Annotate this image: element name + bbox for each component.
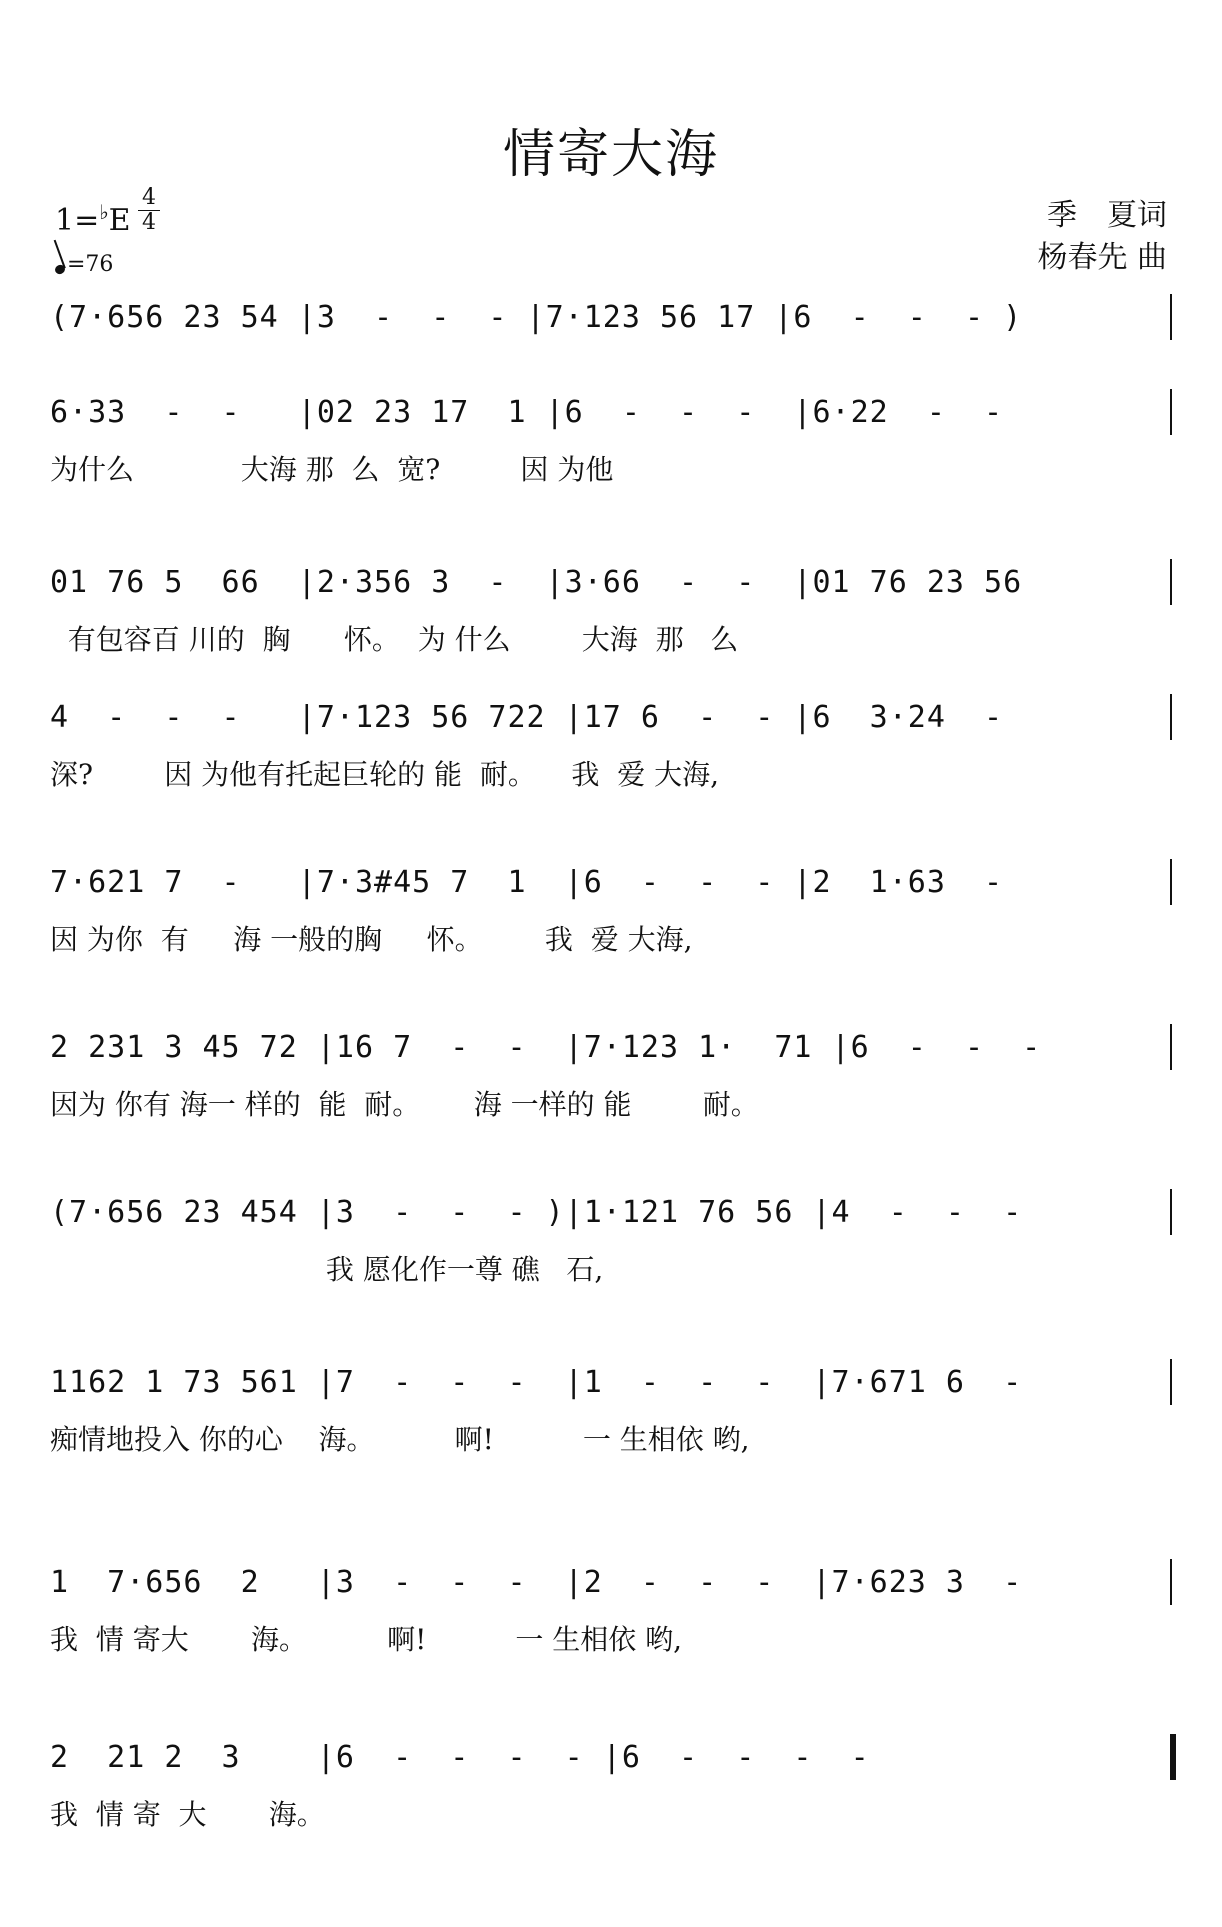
lyrics-line: 我 情 寄 大 海。 — [50, 1798, 325, 1831]
lyrics-line: 我 情 寄大 海。 啊! 一 生相依 哟, — [50, 1623, 683, 1656]
barline — [1170, 294, 1172, 340]
song-title: 情寄大海 — [502, 125, 719, 185]
barline — [1170, 1024, 1172, 1070]
key-prefix: 1= — [55, 203, 100, 238]
barline — [1170, 389, 1172, 435]
lyrics-line: 因为 你有 海一 样的 能 耐。 海 一样的 能 耐。 — [50, 1088, 759, 1121]
lyrics-line: 痴情地投入 你的心 海。 啊! 一 生相依 哟, — [50, 1423, 750, 1456]
final-barline — [1170, 1734, 1176, 1780]
barline — [1170, 1189, 1172, 1235]
time-signature-bottom: 4 — [138, 210, 160, 235]
notation-line: 1162 1 73 561 |7 - - - |1 - - - |7·671 6 - — [50, 1365, 1023, 1400]
notation-line: (7·656 23 54 |3 - - - |7·123 56 17 |6 - - - ) — [50, 300, 1023, 335]
barline — [1170, 559, 1172, 605]
composer-credit: 杨春先 曲 — [1037, 240, 1167, 275]
notation-line: 01 76 5 66 |2·356 3 - |3·66 - - |01 76 23 56 — [50, 565, 1023, 600]
notation-line: 2 21 2 3 |6 - - - - |6 - - - - — [50, 1740, 870, 1775]
lyrics-line: 因 为你 有 海 一般的胸 怀。 我 爱 大海, — [50, 923, 693, 956]
notation-line: 2 231 3 45 72 |16 7 - - |7·123 1· 71 |6 - - - — [50, 1030, 1042, 1065]
key-signature — [55, 200, 131, 238]
notation-line: 1 7·656 2 |3 - - - |2 - - - |7·623 3 - — [50, 1565, 1023, 1600]
lyrics-line: 为什么 大海 那 么 宽? 因 为他 — [50, 453, 614, 486]
time-signature — [138, 186, 160, 235]
time-signature-top: 4 — [142, 185, 156, 210]
notation-line: 4 - - - |7·123 56 722 |17 6 - - |6 3·24 - — [50, 700, 1004, 735]
tempo-marking — [55, 252, 113, 277]
flat-sign: ♭ — [99, 200, 109, 224]
lyrics-line: 我 愿化作一尊 礁 石, — [50, 1253, 604, 1286]
key-letter: E — [108, 203, 131, 238]
quarter-note-icon — [54, 264, 66, 276]
barline — [1170, 1559, 1172, 1605]
barline — [1170, 859, 1172, 905]
barline — [1170, 1359, 1172, 1405]
notation-line: 6·33 - - |02 23 17 1 |6 - - - |6·22 - - — [50, 395, 1004, 430]
barline — [1170, 694, 1172, 740]
tempo-value: =76 — [67, 252, 114, 277]
notation-line: 7·621 7 - |7·3#45 7 1 |6 - - - |2 1·63 - — [50, 865, 1004, 900]
lyricist-credit: 季 夏词 — [1047, 198, 1167, 233]
notation-line: (7·656 23 454 |3 - - - )|1·121 76 56 |4 - - - — [50, 1195, 1023, 1230]
lyrics-line: 深? 因 为他有托起巨轮的 能 耐。 我 爱 大海, — [50, 758, 720, 791]
lyrics-line: 有包容百 川的 胸 怀。 为 什么 大海 那 么 — [50, 623, 739, 656]
